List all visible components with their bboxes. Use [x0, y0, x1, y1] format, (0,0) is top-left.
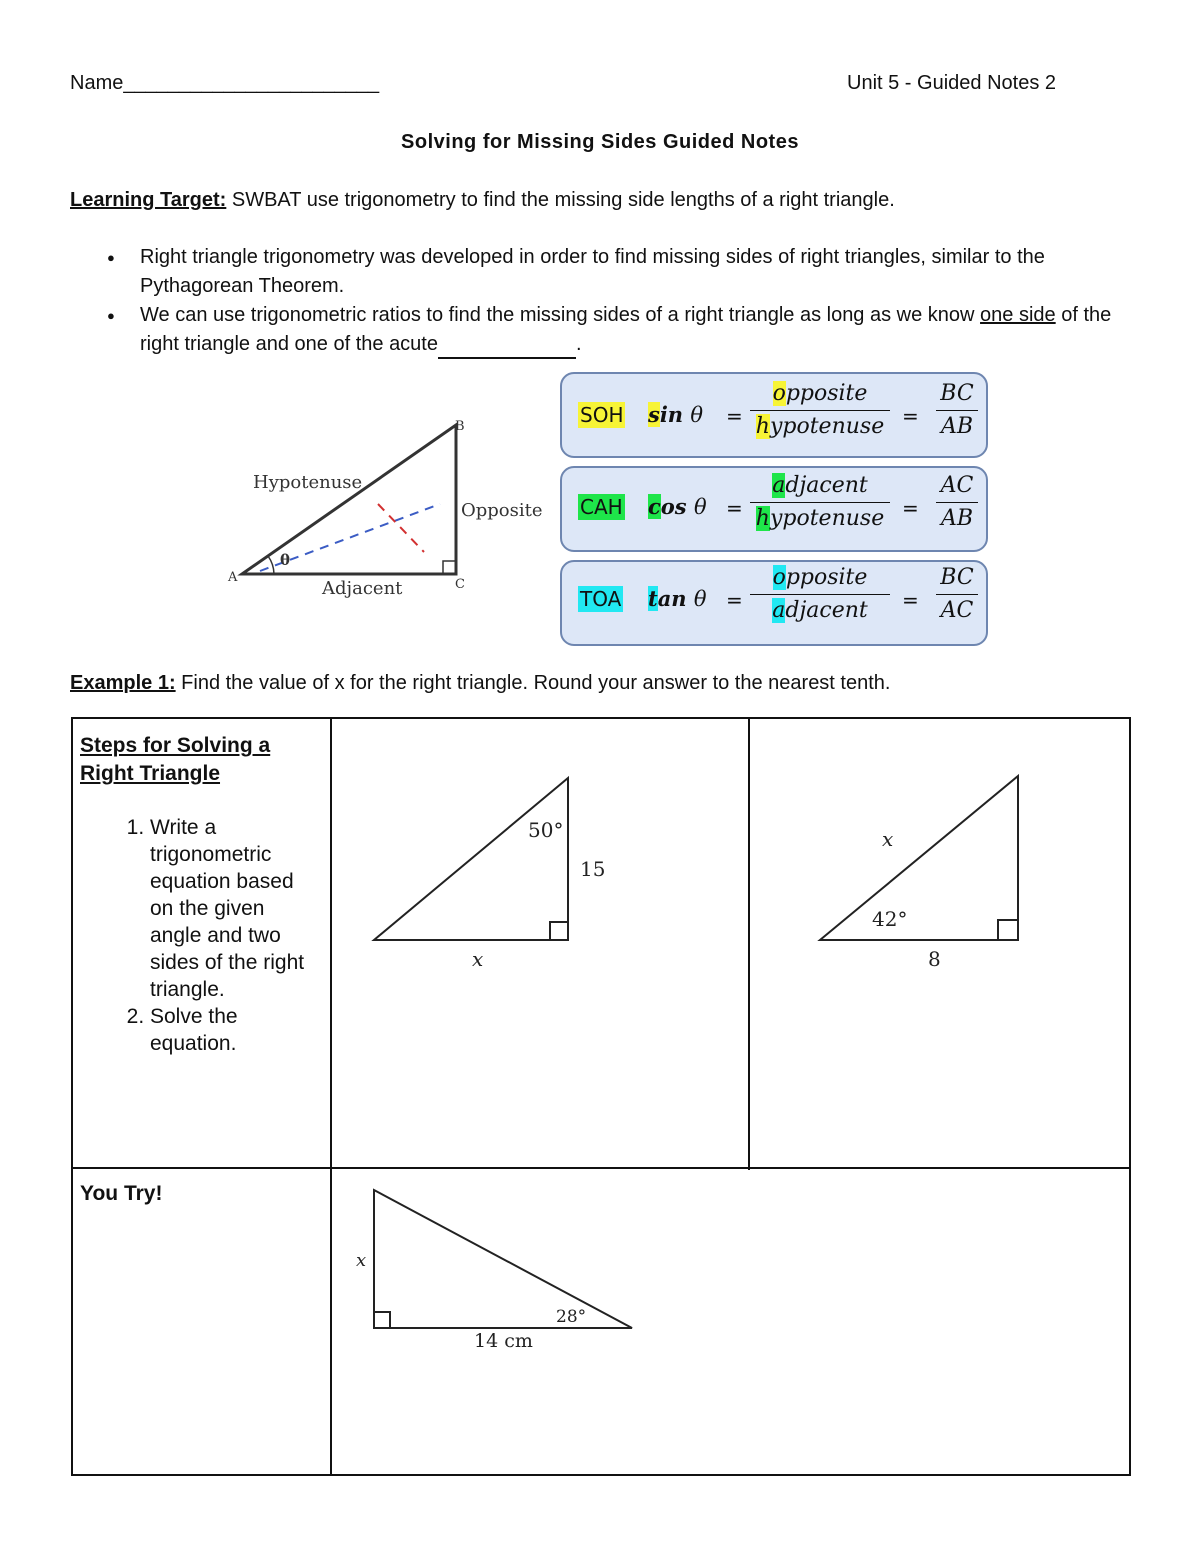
steps-list	[80, 814, 320, 1057]
equals-sign: =	[726, 496, 743, 520]
tan-word-fraction: opposite adjacent	[750, 562, 890, 627]
hypotenuse-label: Hypotenuse	[253, 472, 363, 493]
soh-tag: SOH	[580, 403, 624, 427]
problem-1-triangle	[360, 770, 620, 980]
table-divider	[748, 717, 750, 1170]
right-angle-mark	[443, 561, 456, 574]
toa-box	[560, 560, 988, 646]
fill-in-blank	[438, 337, 576, 359]
example-1-prompt	[70, 672, 890, 695]
soh-box	[560, 372, 988, 458]
side-14cm-label: 14 cm	[474, 1330, 533, 1352]
step-item-2: 2. Solve the equation.	[150, 1003, 320, 1057]
vertex-b-label: B	[455, 419, 465, 434]
triangle-2-shape	[820, 776, 1018, 940]
right-angle-mark	[374, 1312, 390, 1328]
theta-arc	[268, 556, 274, 574]
equals-sign: =	[726, 404, 743, 428]
unit-label: Unit 5 - Guided Notes 2	[847, 72, 1056, 94]
cah-box	[560, 466, 988, 552]
example-1-label: Example 1:	[70, 672, 176, 694]
side-8-label: 8	[928, 947, 941, 971]
side-15-label: 15	[580, 857, 606, 881]
vertex-a-label: A	[228, 570, 238, 585]
sin-word-fraction: opposite hypotenuse	[750, 378, 890, 443]
learning-target	[70, 189, 895, 212]
right-angle-mark	[998, 920, 1018, 940]
perpendicular-marker	[378, 504, 424, 552]
tan-side-fraction: BC AC	[936, 562, 978, 627]
you-try-label: You Try!	[80, 1182, 163, 1205]
angle-42-label: 42°	[872, 907, 908, 931]
equals-sign: =	[726, 588, 743, 612]
angle-28-label: 28°	[556, 1307, 587, 1327]
vertex-c-label: C	[455, 577, 465, 592]
right-angle-mark	[550, 922, 568, 940]
opposite-label: Opposite	[461, 500, 543, 521]
triangle-1-shape	[374, 778, 568, 940]
example-1-text: Find the value of x for the right triangle. Round your answer to the nearest tenth.	[175, 672, 891, 694]
reference-triangle-diagram	[222, 408, 562, 608]
table-divider	[330, 717, 332, 1476]
you-try-triangle	[350, 1180, 650, 1360]
bullet-list	[70, 243, 1140, 359]
theta-label: θ	[280, 551, 291, 569]
cos-function: cos θ	[648, 494, 707, 519]
learning-target-text: SWBAT use trigonometry to find the missing side lengths of a right triangle.	[226, 189, 895, 211]
sin-side-fraction: BC AB	[936, 378, 978, 443]
steps-heading: Steps for Solving a Right Triangle	[80, 734, 271, 785]
equals-sign: =	[902, 404, 919, 428]
page-title: Solving for Missing Sides Guided Notes	[401, 131, 799, 153]
sin-function: sin θ	[648, 402, 704, 427]
name-field-label: Name_______________________	[70, 72, 380, 94]
bullet-2-text: We can use trigonometric ratios to find the missing sides of a right triangle as long as we know	[140, 304, 981, 326]
triangle-3-shape	[374, 1190, 632, 1328]
bullet-item-1: ● Right triangle trigonometry was developed in order to find missing sides of right triangles, similar to the Pythagorean Theorem.	[140, 243, 1140, 301]
bullet-2-end: .	[576, 333, 582, 355]
cos-word-fraction: adjacent hypotenuse	[750, 470, 890, 535]
cah-tag: CAH	[580, 495, 623, 519]
underlined-one-side: one side	[980, 304, 1056, 326]
tan-function: tan θ	[648, 586, 707, 611]
equals-sign: =	[902, 496, 919, 520]
table-divider	[71, 1167, 1131, 1169]
angle-50-label: 50°	[528, 818, 564, 842]
adjacent-label: Adjacent	[322, 578, 403, 599]
bullet-item-2	[140, 301, 1140, 359]
equals-sign: =	[902, 588, 919, 612]
learning-target-label: Learning Target:	[70, 189, 227, 211]
side-x-label: x	[472, 947, 484, 971]
bullet-2-text-cont: of the right triangle and one of the acute	[140, 304, 1112, 355]
cos-side-fraction: AC AB	[936, 470, 978, 535]
side-x-label: x	[356, 1250, 367, 1271]
side-x-label: x	[882, 827, 894, 851]
step-item-1: 1. Write a trigonometric equation based on the given angle and two sides of the right triangle.	[150, 814, 320, 1003]
problem-2-triangle	[810, 770, 1050, 980]
toa-tag: TOA	[580, 587, 622, 611]
